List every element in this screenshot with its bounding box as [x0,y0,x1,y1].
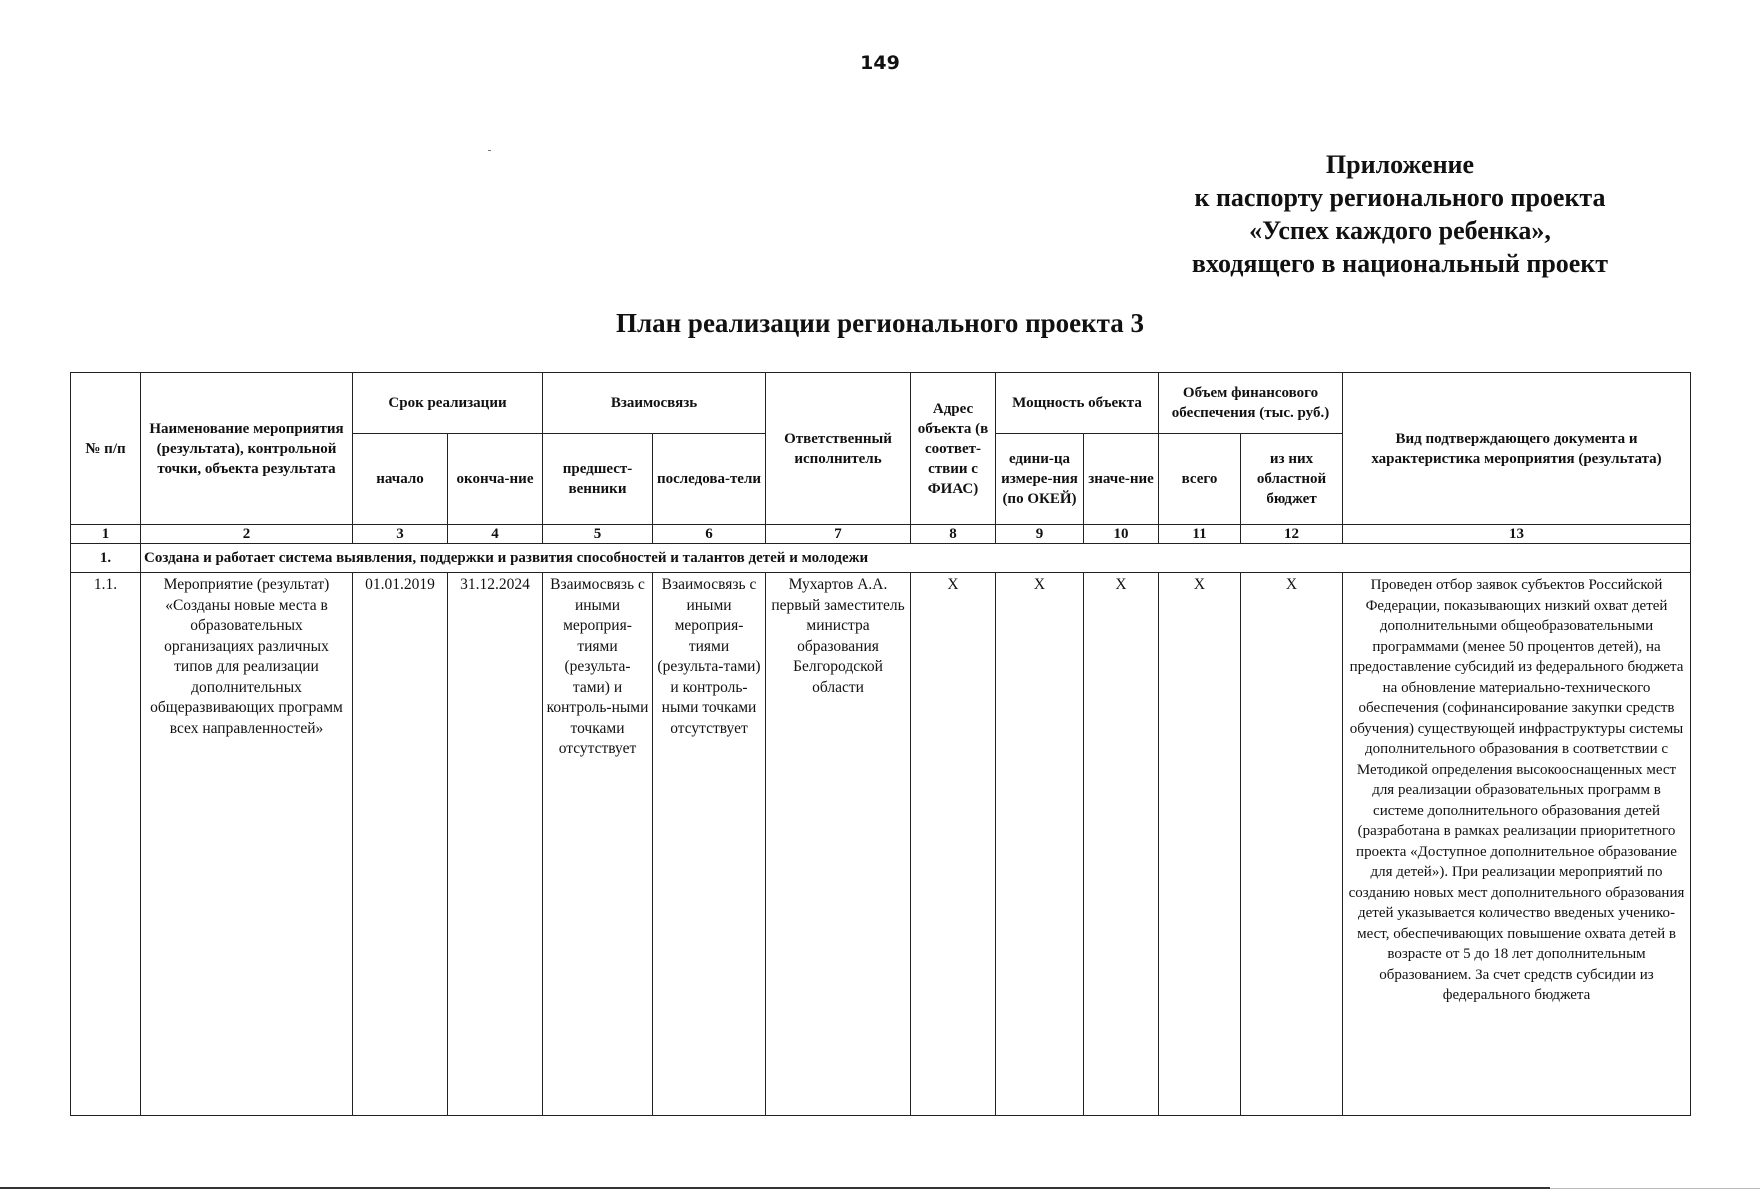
row-number: 1.1. [71,573,141,1116]
col-number: 2 [141,525,353,544]
header-row-1 [71,373,1691,434]
header-capacity: Мощность объекта [996,373,1159,434]
appendix-header [1150,148,1650,280]
section-title: Создана и работает система выявления, поддержки и развития способностей и талантов детей и молодежи [141,544,1691,573]
header-rel-next: последова-тели [653,434,766,525]
appendix-line-2: к паспорту регионального проекта [1194,183,1606,212]
header-doc: Вид подтверждающего документа и характеристика мероприятия (результата) [1343,373,1691,525]
header-num: № п/п [71,373,141,525]
row-finance-total: X [1159,573,1241,1116]
row-responsible: Мухартов А.А. первый заместитель министра образования Белгородской области [766,573,911,1116]
col-number: 11 [1159,525,1241,544]
row-finance-regional: X [1241,573,1343,1116]
page-bottom-rule [0,1187,1550,1189]
col-number: 9 [996,525,1084,544]
col-number: 7 [766,525,911,544]
page-number: 149 [860,52,900,74]
section-row [71,544,1691,573]
header-relation: Взаимосвязь [543,373,766,434]
col-number: 6 [653,525,766,544]
col-number: 12 [1241,525,1343,544]
row-successors: Взаимосвязь с иными мероприя-тиями (результа-тами) и контроль-ными точками отсутствует [653,573,766,1116]
appendix-line-4: входящего в национальный проект [1191,249,1609,278]
row-end-date: 31.12.2024 [448,573,543,1116]
row-capacity-unit: X [996,573,1084,1116]
plan-table [70,372,1691,1116]
section-number: 1. [71,544,141,573]
col-number: 10 [1084,525,1159,544]
col-number: 5 [543,525,653,544]
header-name: Наименование мероприятия (результата), контрольной точки, объекта результата [141,373,353,525]
scan-speck [488,150,491,151]
col-number: 4 [448,525,543,544]
header-term-start: начало [353,434,448,525]
document-title: План реализации регионального проекта 3 [615,308,1145,338]
header-address: Адрес объекта (в соответ-ствии с ФИАС) [911,373,996,525]
header-finance: Объем финансового обеспечения (тыс. руб.) [1159,373,1343,434]
col-number: 8 [911,525,996,544]
header-fin-total: всего [1159,434,1241,525]
header-fin-regional: из них областной бюджет [1241,434,1343,525]
header-cap-value: значе-ние [1084,434,1159,525]
appendix-line-3: «Успех каждого ребенка», [1249,216,1551,245]
row-start-date: 01.01.2019 [353,573,448,1116]
header-term: Срок реализации [353,373,543,434]
header-term-end: оконча-ние [448,434,543,525]
header-cap-unit: едини-ца измере-ния (по ОКЕЙ) [996,434,1084,525]
table-row [71,573,1691,1116]
row-predecessors: Взаимосвязь с иными мероприя-тиями (результа-тами) и контроль-ными точками отсутствует [543,573,653,1116]
col-number: 1 [71,525,141,544]
header-rel-prev: предшест-венники [543,434,653,525]
page-bottom-rule-faint [1550,1188,1760,1189]
row-capacity-value: X [1084,573,1159,1116]
row-name: Мероприятие (результат) «Созданы новые места в образовательных организациях различных типов для реализации дополнительных общеразвивающих программ всех направленностей» [141,573,353,1116]
appendix-line-1: Приложение [1325,150,1475,179]
column-number-row [71,525,1691,544]
col-number: 3 [353,525,448,544]
row-document: Проведен отбор заявок субъектов Российской Федерации, показывающих низкий охват детей дополнительными общеобразовательными программами (менее 50 процентов детей), на предоставление субсидий из федерального бюджета на обновление материально-технического обеспечения (софинансирование закупки средств обучения) существующей инфраструктуры системы дополнительного образования в соответствии с Методикой определения высокооснащенных мест для реализации образовательных программ в системе дополнительного образования детей (разработана в рамках реализации приоритетного проекта «Доступное дополнительное образование для детей»). При реализации мероприятий по созданию новых мест дополнительного образования детей указывается количество введеных ученико-мест, обеспечивающих повышение охвата детей в возрасте от 5 до 18 лет дополнительным образованием. За счет средств субсидии из федерального бюджета [1343,573,1691,1116]
header-responsible: Ответственный исполнитель [766,373,911,525]
row-address: X [911,573,996,1116]
col-number: 13 [1343,525,1691,544]
